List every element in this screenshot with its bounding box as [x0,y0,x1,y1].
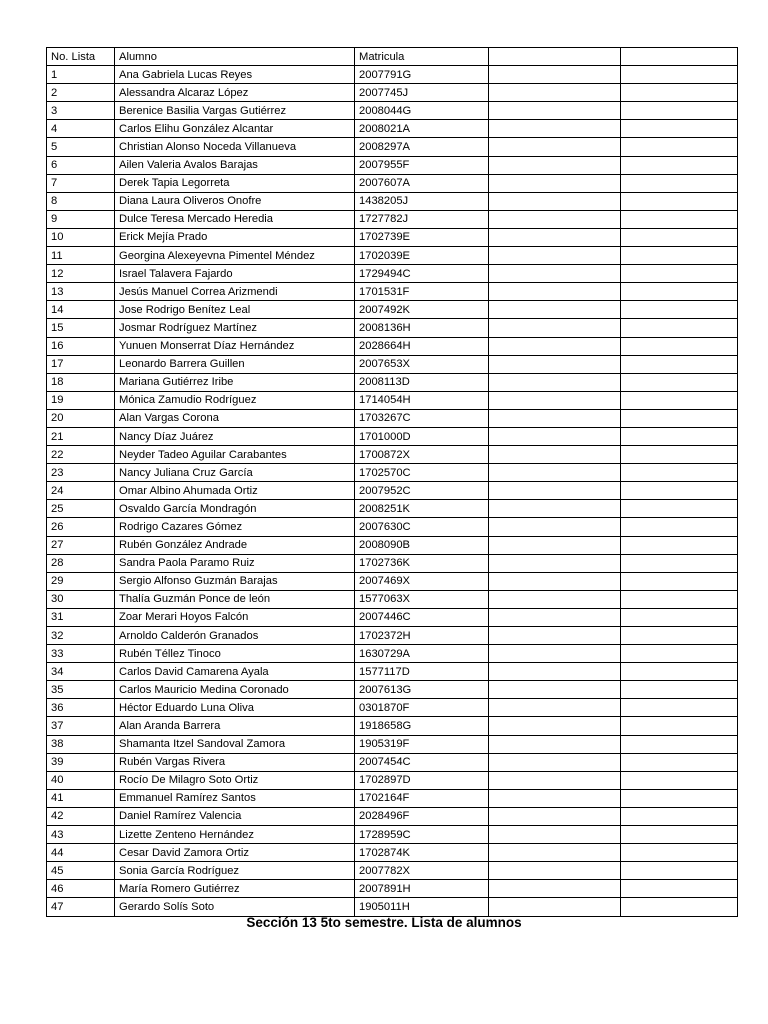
table-row [47,66,738,84]
cell-name: Héctor Eduardo Luna Oliva [115,699,355,717]
cell-matricula: 2007607A [355,174,489,192]
cell-extra-1 [489,681,621,699]
cell-extra-2 [621,265,738,283]
cell-extra-2 [621,138,738,156]
cell-num: 19 [47,391,115,409]
cell-name: Nancy Juliana Cruz García [115,464,355,482]
cell-num: 35 [47,681,115,699]
cell-extra-1 [489,265,621,283]
cell-extra-2 [621,319,738,337]
cell-num: 38 [47,735,115,753]
table-row [47,645,738,663]
cell-extra-1 [489,138,621,156]
cell-name: Osvaldo García Mondragón [115,500,355,518]
cell-matricula: 1702164F [355,789,489,807]
cell-num: 34 [47,663,115,681]
cell-matricula: 1702039E [355,247,489,265]
cell-matricula: 2008044G [355,102,489,120]
cell-matricula: 1438205J [355,192,489,210]
cell-matricula: 1729494C [355,265,489,283]
cell-matricula: 0301870F [355,699,489,717]
cell-extra-1 [489,301,621,319]
table-row [47,283,738,301]
cell-name: Mónica Zamudio Rodríguez [115,391,355,409]
cell-extra-2 [621,66,738,84]
table-row [47,826,738,844]
cell-matricula: 2028496F [355,807,489,825]
cell-extra-1 [489,66,621,84]
cell-num: 44 [47,844,115,862]
table-row [47,84,738,102]
cell-name: Dulce Teresa Mercado Heredia [115,210,355,228]
cell-name: Berenice Basilia Vargas Gutiérrez [115,102,355,120]
cell-extra-1 [489,120,621,138]
cell-extra-1 [489,84,621,102]
cell-extra-1 [489,319,621,337]
cell-extra-1 [489,645,621,663]
cell-matricula: 1727782J [355,210,489,228]
cell-matricula: 1702874K [355,844,489,862]
cell-name: Yunuen Monserrat Díaz Hernández [115,337,355,355]
table-row [47,627,738,645]
cell-name: Carlos Mauricio Medina Coronado [115,681,355,699]
cell-name: María Romero Gutiérrez [115,880,355,898]
cell-name: Carlos Elihu González Alcantar [115,120,355,138]
cell-matricula: 1702739E [355,228,489,246]
cell-extra-2 [621,826,738,844]
cell-extra-1 [489,608,621,626]
table-row [47,464,738,482]
cell-num: 31 [47,608,115,626]
cell-num: 46 [47,880,115,898]
cell-matricula: 1918658G [355,717,489,735]
cell-num: 23 [47,464,115,482]
cell-name: Sergio Alfonso Guzmán Barajas [115,572,355,590]
table-row [47,247,738,265]
header-cell-extra-1 [489,48,621,66]
table-row [47,391,738,409]
table-row [47,174,738,192]
cell-matricula: 2007630C [355,518,489,536]
cell-matricula: 2007745J [355,84,489,102]
cell-num: 14 [47,301,115,319]
cell-extra-1 [489,898,621,916]
cell-matricula: 2007613G [355,681,489,699]
cell-extra-2 [621,862,738,880]
table-row [47,337,738,355]
cell-extra-2 [621,753,738,771]
table-row [47,210,738,228]
cell-extra-2 [621,391,738,409]
cell-num: 29 [47,572,115,590]
cell-extra-2 [621,771,738,789]
cell-name: Ailen Valeria Avalos Barajas [115,156,355,174]
cell-name: Christian Alonso Noceda Villanueva [115,138,355,156]
cell-num: 18 [47,373,115,391]
cell-matricula: 1701531F [355,283,489,301]
cell-extra-1 [489,807,621,825]
cell-extra-1 [489,536,621,554]
cell-extra-2 [621,898,738,916]
cell-extra-1 [489,663,621,681]
cell-extra-2 [621,554,738,572]
cell-extra-2 [621,500,738,518]
cell-extra-1 [489,427,621,445]
cell-name: Josmar Rodríguez Martínez [115,319,355,337]
table-row [47,192,738,210]
cell-name: Sandra Paola Paramo Ruiz [115,554,355,572]
cell-extra-2 [621,409,738,427]
cell-num: 26 [47,518,115,536]
cell-num: 41 [47,789,115,807]
cell-matricula: 1702372H [355,627,489,645]
cell-num: 12 [47,265,115,283]
cell-name: Lizette Zenteno Hernández [115,826,355,844]
table-row [47,771,738,789]
cell-num: 39 [47,753,115,771]
cell-extra-2 [621,807,738,825]
cell-extra-1 [489,337,621,355]
cell-extra-2 [621,210,738,228]
cell-matricula: 2007469X [355,572,489,590]
cell-matricula: 1702736K [355,554,489,572]
table-row [47,446,738,464]
cell-extra-1 [489,627,621,645]
cell-matricula: 2008136H [355,319,489,337]
cell-extra-1 [489,554,621,572]
cell-name: Jose Rodrigo Benítez Leal [115,301,355,319]
cell-extra-1 [489,482,621,500]
cell-matricula: 2007446C [355,608,489,626]
table-row [47,373,738,391]
cell-name: Rocío De Milagro Soto Ortiz [115,771,355,789]
cell-extra-1 [489,572,621,590]
cell-name: Alan Vargas Corona [115,409,355,427]
cell-num: 27 [47,536,115,554]
cell-name: Mariana Gutiérrez Iribe [115,373,355,391]
cell-extra-1 [489,373,621,391]
cell-num: 28 [47,554,115,572]
cell-extra-2 [621,427,738,445]
cell-name: Rodrigo Cazares Gómez [115,518,355,536]
cell-matricula: 2007955F [355,156,489,174]
cell-num: 9 [47,210,115,228]
cell-name: Omar Albino Ahumada Ortiz [115,482,355,500]
cell-num: 16 [47,337,115,355]
cell-matricula: 1700872X [355,446,489,464]
cell-name: Gerardo Solís Soto [115,898,355,916]
cell-num: 10 [47,228,115,246]
cell-extra-2 [621,663,738,681]
cell-matricula: 1701000D [355,427,489,445]
cell-extra-2 [621,717,738,735]
table-row [47,898,738,916]
cell-num: 37 [47,717,115,735]
cell-matricula: 2008021A [355,120,489,138]
cell-extra-2 [621,283,738,301]
cell-num: 22 [47,446,115,464]
header-cell-name: Alumno [115,48,355,66]
table-row [47,319,738,337]
student-roster [46,47,737,917]
cell-extra-2 [621,337,738,355]
cell-extra-2 [621,536,738,554]
cell-matricula: 2007782X [355,862,489,880]
cell-extra-1 [489,283,621,301]
table-row [47,663,738,681]
cell-num: 36 [47,699,115,717]
cell-extra-1 [489,789,621,807]
cell-name: Shamanta Itzel Sandoval Zamora [115,735,355,753]
cell-name: Nancy Díaz Juárez [115,427,355,445]
table-row [47,482,738,500]
cell-extra-2 [621,355,738,373]
cell-matricula: 1702897D [355,771,489,789]
cell-matricula: 2007454C [355,753,489,771]
cell-name: Ana Gabriela Lucas Reyes [115,66,355,84]
table-row [47,789,738,807]
table-header-row [47,48,738,66]
cell-extra-1 [489,355,621,373]
cell-num: 32 [47,627,115,645]
table-row [47,753,738,771]
cell-matricula: 1728959C [355,826,489,844]
cell-num: 3 [47,102,115,120]
table-row [47,228,738,246]
cell-name: Thalía Guzmán Ponce de león [115,590,355,608]
table-row [47,717,738,735]
table-row [47,427,738,445]
cell-num: 2 [47,84,115,102]
cell-extra-1 [489,247,621,265]
table-row [47,265,738,283]
table-row [47,681,738,699]
roster-table [46,47,738,917]
cell-extra-1 [489,717,621,735]
cell-extra-2 [621,156,738,174]
cell-matricula: 2008090B [355,536,489,554]
cell-extra-1 [489,210,621,228]
cell-extra-2 [621,192,738,210]
cell-extra-2 [621,645,738,663]
cell-extra-2 [621,174,738,192]
header-cell-num: No. Lista [47,48,115,66]
table-row [47,880,738,898]
cell-extra-2 [621,102,738,120]
cell-num: 20 [47,409,115,427]
cell-extra-1 [489,409,621,427]
cell-name: Rubén Vargas Rivera [115,753,355,771]
cell-extra-2 [621,590,738,608]
cell-num: 43 [47,826,115,844]
cell-extra-1 [489,228,621,246]
cell-extra-2 [621,228,738,246]
cell-matricula: 1577063X [355,590,489,608]
cell-extra-1 [489,735,621,753]
cell-extra-2 [621,247,738,265]
cell-matricula: 2007492K [355,301,489,319]
table-row [47,572,738,590]
cell-matricula: 1630729A [355,645,489,663]
header-cell-matricula: Matricula [355,48,489,66]
cell-num: 47 [47,898,115,916]
cell-num: 15 [47,319,115,337]
cell-extra-1 [489,862,621,880]
table-row [47,735,738,753]
cell-num: 13 [47,283,115,301]
table-row [47,699,738,717]
cell-extra-2 [621,120,738,138]
cell-extra-2 [621,446,738,464]
cell-name: Derek Tapia Legorreta [115,174,355,192]
cell-extra-2 [621,789,738,807]
cell-matricula: 2008297A [355,138,489,156]
cell-num: 4 [47,120,115,138]
table-row [47,500,738,518]
cell-extra-1 [489,156,621,174]
cell-extra-2 [621,880,738,898]
cell-num: 30 [47,590,115,608]
cell-name: Israel Talavera Fajardo [115,265,355,283]
cell-matricula: 2008113D [355,373,489,391]
cell-matricula: 2007952C [355,482,489,500]
cell-matricula: 1905319F [355,735,489,753]
table-row [47,554,738,572]
cell-extra-1 [489,518,621,536]
cell-num: 17 [47,355,115,373]
table-row [47,138,738,156]
cell-num: 24 [47,482,115,500]
cell-num: 25 [47,500,115,518]
cell-name: Erick Mejía Prado [115,228,355,246]
cell-name: Rubén Téllez Tinoco [115,645,355,663]
cell-extra-1 [489,844,621,862]
table-row [47,862,738,880]
cell-num: 11 [47,247,115,265]
cell-matricula: 1905011H [355,898,489,916]
cell-name: Alessandra Alcaraz López [115,84,355,102]
cell-extra-1 [489,102,621,120]
cell-num: 7 [47,174,115,192]
cell-num: 5 [47,138,115,156]
cell-extra-2 [621,844,738,862]
cell-matricula: 2007653X [355,355,489,373]
cell-extra-1 [489,753,621,771]
cell-extra-1 [489,826,621,844]
cell-num: 6 [47,156,115,174]
cell-name: Diana Laura Oliveros Onofre [115,192,355,210]
cell-name: Sonia García Rodríguez [115,862,355,880]
cell-extra-2 [621,627,738,645]
cell-extra-2 [621,699,738,717]
table-row [47,536,738,554]
cell-num: 40 [47,771,115,789]
cell-extra-1 [489,590,621,608]
cell-matricula: 1577117D [355,663,489,681]
cell-extra-2 [621,735,738,753]
cell-name: Leonardo Barrera Guillen [115,355,355,373]
cell-extra-1 [489,446,621,464]
table-row [47,608,738,626]
cell-extra-2 [621,464,738,482]
table-caption: Sección 13 5to semestre. Lista de alumnos [246,915,522,930]
cell-name: Arnoldo Calderón Granados [115,627,355,645]
cell-name: Neyder Tadeo Aguilar Carabantes [115,446,355,464]
cell-num: 21 [47,427,115,445]
cell-extra-2 [621,301,738,319]
cell-extra-2 [621,373,738,391]
cell-name: Emmanuel Ramírez Santos [115,789,355,807]
cell-name: Daniel Ramírez Valencia [115,807,355,825]
cell-extra-2 [621,572,738,590]
table-row [47,844,738,862]
table-row [47,120,738,138]
table-row [47,518,738,536]
cell-extra-1 [489,464,621,482]
cell-extra-1 [489,391,621,409]
cell-name: Zoar Merari Hoyos Falcón [115,608,355,626]
cell-name: Rubén González Andrade [115,536,355,554]
table-row [47,102,738,120]
cell-matricula: 2007791G [355,66,489,84]
cell-extra-1 [489,699,621,717]
cell-extra-1 [489,771,621,789]
cell-num: 45 [47,862,115,880]
table-row [47,590,738,608]
cell-matricula: 1702570C [355,464,489,482]
cell-extra-2 [621,84,738,102]
table-row [47,355,738,373]
header-cell-extra-2 [621,48,738,66]
table-row [47,807,738,825]
cell-num: 1 [47,66,115,84]
cell-extra-1 [489,500,621,518]
cell-num: 33 [47,645,115,663]
cell-name: Cesar David Zamora Ortiz [115,844,355,862]
cell-num: 42 [47,807,115,825]
cell-extra-2 [621,482,738,500]
table-row [47,301,738,319]
cell-name: Georgina Alexeyevna Pimentel Méndez [115,247,355,265]
cell-extra-1 [489,174,621,192]
table-row [47,156,738,174]
cell-matricula: 2028664H [355,337,489,355]
cell-matricula: 2007891H [355,880,489,898]
table-row [47,409,738,427]
cell-extra-2 [621,608,738,626]
cell-name: Carlos David Camarena Ayala [115,663,355,681]
cell-name: Alan Aranda Barrera [115,717,355,735]
cell-name: Jesús Manuel Correa Arizmendi [115,283,355,301]
cell-extra-1 [489,192,621,210]
cell-num: 8 [47,192,115,210]
cell-extra-2 [621,518,738,536]
cell-extra-1 [489,880,621,898]
cell-extra-2 [621,681,738,699]
cell-matricula: 1714054H [355,391,489,409]
cell-matricula: 2008251K [355,500,489,518]
cell-matricula: 1703267C [355,409,489,427]
